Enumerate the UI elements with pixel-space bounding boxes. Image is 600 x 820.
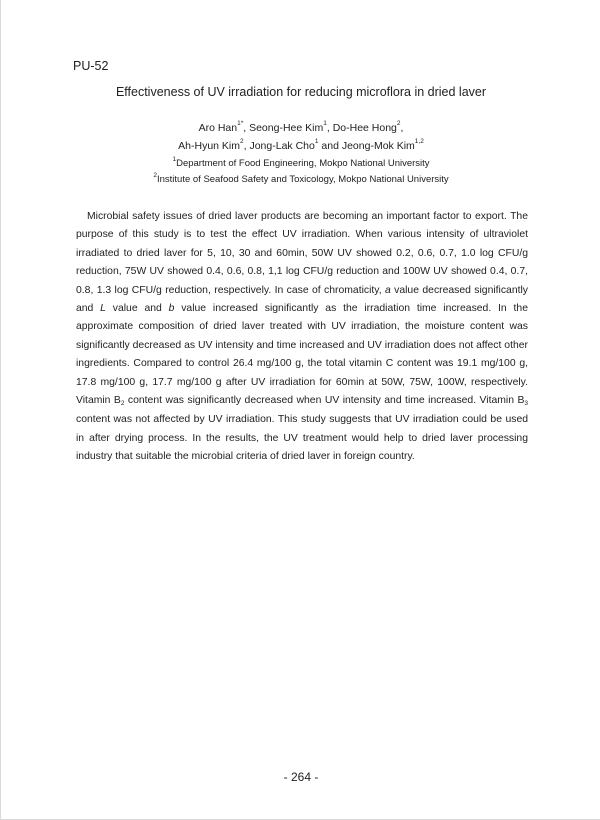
abstract-text: value decreased significantly and [76, 284, 529, 315]
author-line-1 [1, 120, 600, 134]
paper-code: PU-52 [73, 59, 109, 73]
author-separator: , [400, 122, 404, 134]
author-separator: , [326, 122, 330, 134]
abstract-text: content was significantly decreased when UV intensity and time increased. Vitamin B [124, 395, 525, 407]
author-separator: , [243, 122, 247, 134]
author-affiliation-mark: 1,2 [414, 138, 424, 145]
author-name: Aro Han [198, 122, 238, 134]
paper-title: Effectiveness of UV irradiation for reducing microflora in dried laver [115, 85, 487, 99]
affiliation-2 [1, 172, 600, 185]
abstract-text: Microbial safety issues of dried laver products are becoming an important factor to export. The purpose of this study is to test the effect UV irradiation. When various intensity of ultraviolet irradiated to dried laver for 5, 10, 30 and 60min, 50W UV showed 0.2, 0.6, 0.7, 1.0 log CFU/g reduction, 75W UV showed 0.4, 0.6, 0.8, 1,1 log CFU/g reduction and 100W UV showed 0.4, 0.7, 0.8, 1.3 log CFU/g reduction, respectively. In case of chromaticity, [76, 211, 528, 296]
abstract-text: content was not affected by UV irradiation. This study suggests that UV irradiation could be used in after drying process. In the results, the UV treatment would help to dried laver processing industry that suitable the microbial criteria of dried laver in foreign country. [76, 414, 528, 463]
author-affiliation-mark: 2 [240, 138, 244, 145]
author-affiliation-mark: 1 [314, 138, 319, 145]
abstract-text: value and [105, 303, 169, 315]
page-number: - 264 - [283, 770, 319, 784]
author-affiliation-mark: 1* [237, 120, 244, 127]
vitamin-subscript: 2 [120, 400, 125, 408]
author-name: Jong-Lak Cho [249, 140, 315, 152]
author-name: Do-Hee Hong [332, 122, 397, 134]
affiliation-text: Department of Food Engineering, Mokpo National University [176, 158, 430, 169]
author-conjunction: and [321, 140, 339, 152]
affiliation-mark: 2 [153, 172, 157, 179]
variable-b: b [168, 303, 175, 315]
affiliation-text: Institute of Seafood Safety and Toxicology, Mokpo National University [156, 174, 449, 185]
author-name: Ah-Hyun Kim [178, 140, 240, 152]
author-affiliation-mark: 1 [323, 120, 327, 127]
variable-a: a [384, 284, 391, 296]
author-separator: , [243, 140, 247, 152]
author-name: Jeong-Mok Kim [341, 140, 415, 152]
author-line-2 [1, 138, 600, 152]
affiliation-1 [1, 156, 600, 169]
variable-l: L [100, 303, 106, 315]
author-name: Seong-Hee Kim [249, 122, 324, 134]
abstract-text: value increased significantly as the irradiation time increased. In the approximate composition of dried laver treated with UV irradiation, the moisture content was significantly decreased as UV intensity and time increased and UV irradiation does not affect other ingredients. Compared to control 26.4 mg/100 g, the total vitamin C content was 19.1 mg/100 g, 17.8 mg/100 g, 17.7 mg/100 g after UV irradiation for 60min at 50W, 75W, 100W, respectively. Vitamin B [76, 303, 528, 407]
author-affiliation-mark: 2 [396, 120, 401, 127]
vitamin-subscript: 3 [524, 400, 528, 408]
affiliation-mark: 1 [172, 156, 177, 163]
abstract-body [76, 208, 528, 467]
